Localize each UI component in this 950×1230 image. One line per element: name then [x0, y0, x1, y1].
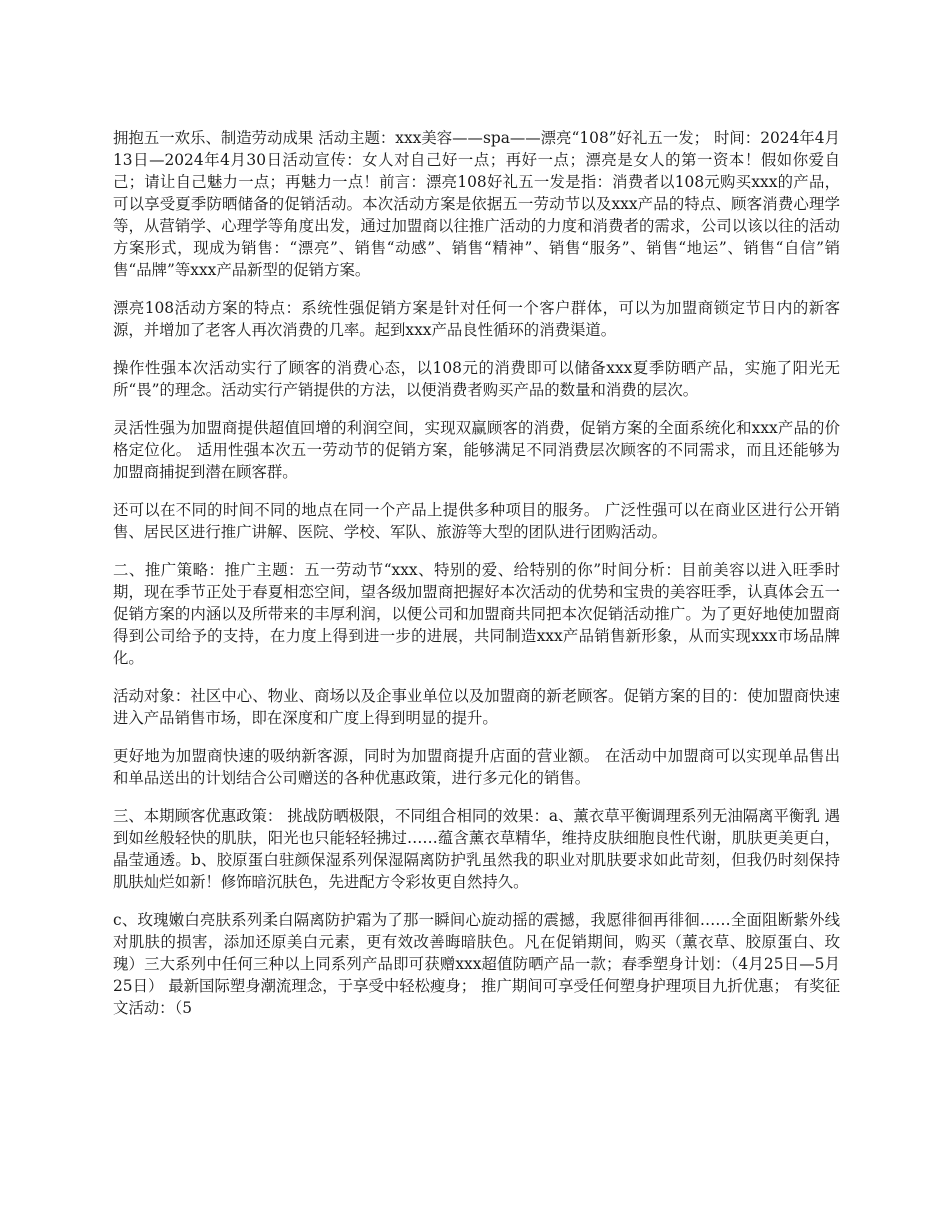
document-body [113, 127, 840, 1035]
paragraph-target-audience: 活动对象：社区中心、物业、商场以及企事业单位以及加盟商的新老顾客。促销方案的目的：使加盟商快速进入产品销售市场，即在深度和广度上得到明显的提升。 [113, 687, 840, 727]
paragraph-new-customers: 更好地为加盟商快速的吸纳新客源，同时为加盟商提升店面的营业额。 在活动中加盟商可以实现单品售出和单品送出的计划结合公司赠送的各种优惠政策，进行多元化的销售。 [113, 747, 840, 787]
paragraph-customer-offers: 三、本期顾客优惠政策： 挑战防晒极限，不同组合相同的效果：a、薰衣草平衡调理系列无油隔离平衡乳 遇到如丝般轻快的肌肤，阳光也只能轻轻拂过……蕴含薰衣草精华，维持皮肤细胞良性代谢，肌肤更美更白，晶莹通透。b、胶原蛋白驻颜保湿系列保湿隔离防护乳虽然我的职业对肌肤要求如此苛刻，但我仍时刻保持肌肤灿烂如新！修饰暗沉肤色，先进配方令彩妆更自然持久。 [113, 807, 840, 891]
paragraph-rose-series: c、玫瑰嫩白亮肤系列柔白隔离防护霜为了那一瞬间心旋动摇的震撼，我愿徘徊再徘徊……全面阻断紫外线对肌肤的损害，添加还原美白元素，更有效改善晦暗肤色。凡在促销期间，购买（薰衣草、胶原蛋白、玫瑰）三大系列中任何三种以上同系列产品即可获赠xxx超值防晒产品一款；春季塑身计划：（4月25日—5月25日） 最新国际塑身潮流理念，于享受中轻松瘦身； 推广期间可享受任何塑身护理项目九折优惠； 有奖征文活动：（5 [113, 911, 840, 1017]
paragraph-features-breadth: 还可以在不同的时间不同的地点在同一个产品上提供多种项目的服务。 广泛性强可以在商业区进行公开销售、居民区进行推广讲解、医院、学校、军队、旅游等大型的团队进行团购活动。 [113, 501, 840, 541]
paragraph-features-operability: 操作性强本次活动实行了顾客的消费心态，以108元的消费即可以储备xxx夏季防晒产品，实施了阳光无所“畏”的理念。活动实行产销提供的方法，以便消费者购买产品的数量和消费的层次。 [113, 359, 840, 399]
paragraph-intro: 拥抱五一欢乐、制造劳动成果 活动主题：xxx美容——spa——漂亮“108”好礼五一发； 时间：2024年4月13日—2024年4月30日活动宣传：女人对自己好一点；再好一点；漂亮是女人的第一资本！假如你爱自己；请让自己魅力一点；再魅力一点！前言：漂亮108好礼五一发是指：消费者以108元购买xxx的产品，可以享受夏季防晒储备的促销活动。本次活动方案是依据五一劳动节以及xxx产品的特点、顾客消费心理学等，从营销学、心理学等角度出发，通过加盟商以往推广活动的力度和消费者的需求，公司以该以往的活动方案形式，现成为销售：“漂亮”、销售“动感”、销售“精神”、销售“服务”、销售“地运”、销售“自信”销售“品牌”等xxx产品新型的促销方案。 [113, 129, 840, 279]
paragraph-promotion-strategy: 二、推广策略：推广主题：五一劳动节“xxx、特别的爱、给特别的你”时间分析：目前美容以进入旺季时期，现在季节正处于春夏相恋空间，望各级加盟商把握好本次活动的优势和宝贵的美容旺季，认真体会五一促销方案的内涵以及所带来的丰厚利润，以便公司和加盟商共同把本次促销活动推广。为了更好地使加盟商得到公司给予的支持，在力度上得到进一步的进展，共同制造xxx产品销售新形象，从而实现xxx市场品牌化。 [113, 561, 840, 667]
paragraph-features-flexibility: 灵活性强为加盟商提供超值回增的利润空间，实现双赢顾客的消费，促销方案的全面系统化和xxx产品的价格定位化。 适用性强本次五一劳动节的促销方案，能够满足不同消费层次顾客的不同需求，而且还能够为加盟商捕捉到潜在顾客群。 [113, 419, 840, 481]
paragraph-features-systematic: 漂亮108活动方案的特点：系统性强促销方案是针对任何一个客户群体，可以为加盟商锁定节日内的新客源，并增加了老客人再次消费的几率。起到xxx产品良性循环的消费渠道。 [113, 299, 840, 339]
